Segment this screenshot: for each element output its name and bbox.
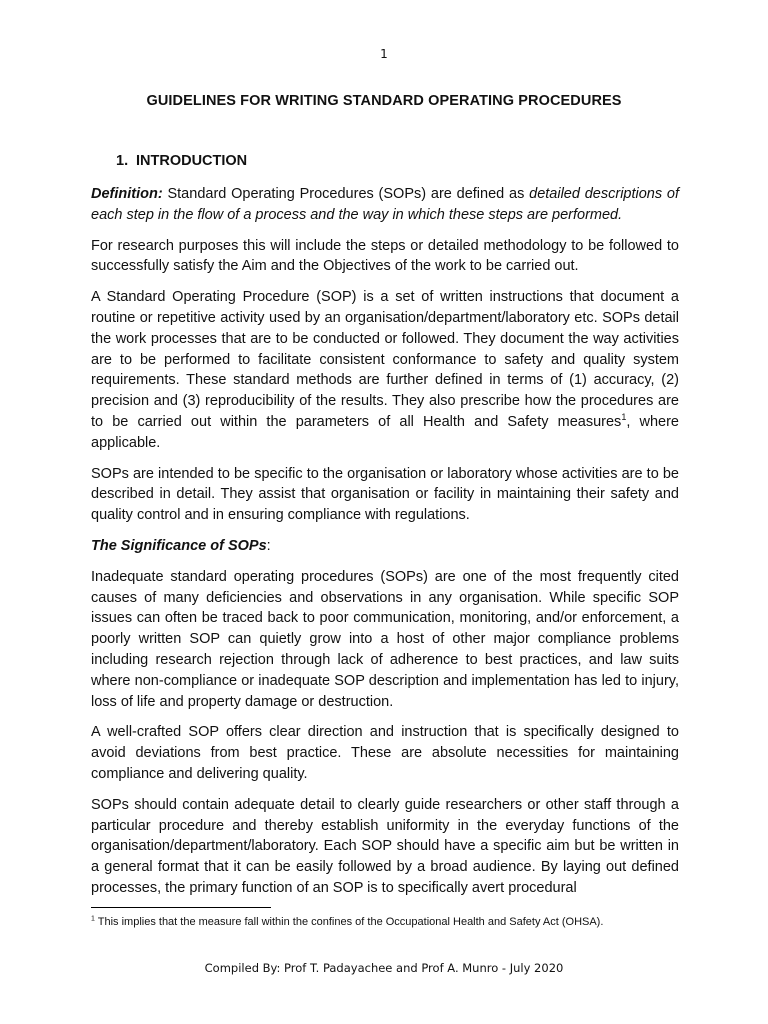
footnote: [91, 915, 691, 929]
page-number: 1: [380, 47, 388, 61]
adequate-detail-paragraph: SOPs should contain adequate detail to clearly guide researchers or other staff through a particular procedure and thereby establish uniformity in the everyday functions of the organisation/department/laboratory. Each SOP should have a specific aim but be written in a general format that it can be easily followed by a broad audience. By laying out defined processes, the primary function of an SOP is to specifically avert procedural: [91, 796, 679, 896]
research-paragraph: For research purposes this will include the steps or detailed methodology to be followed to successfully satisfy the Aim and the Objectives of the work to be carried out.: [91, 237, 679, 275]
significance-heading-colon: :: [266, 537, 271, 554]
significance-heading-text: The Significance of SOPs: [91, 537, 267, 554]
page-footer: Compiled By: Prof T. Padayachee and Prof A. Munro - July 2020: [204, 961, 564, 975]
footnote-divider: [91, 907, 271, 908]
inadequate-paragraph: Inadequate standard operating procedures (SOPs) are one of the most frequently cited causes of many deficiencies and observations in any organisation. While specific SOP issues can often be traced back to poor communication, monitoring, and/or enforcement, a poorly written SOP can quietly grow into a host of other major compliance problems including research rejection through lack of adherence to best practices, and law suits where non-compliance or inadequate SOP description and implementation has led to injury, loss of life and property damage or destruction.: [91, 568, 679, 710]
footnote-marker: 1: [91, 915, 95, 923]
sop-definition-end: , where applicable.: [91, 413, 679, 451]
significance-heading: [91, 536, 679, 557]
footnote-reference[interactable]: 1: [621, 412, 627, 423]
section-title: INTRODUCTION: [136, 153, 248, 169]
definition-emphasis: detailed descriptions of each step in the flow of a process and the way in which these steps are performed.: [91, 186, 679, 223]
well-crafted-paragraph: A well-crafted SOP offers clear direction and instruction that is specifically designed to avoid deviations from best practice. These are absolute necessities for maintaining compliance and delivering quality.: [91, 724, 679, 782]
definition-label: Definition:: [91, 186, 163, 202]
document-title: GUIDELINES FOR WRITING STANDARD OPERATING PROCEDURES: [146, 93, 622, 109]
section-number: 1.: [116, 153, 129, 169]
definition-paragraph: [91, 184, 679, 226]
sop-definition-paragraph: [91, 287, 679, 453]
section-heading: [116, 153, 247, 169]
specific-paragraph: SOPs are intended to be specific to the organisation or laboratory whose activities are to be described in detail. They assist that organisation or facility in maintaining their safety and quality control and in ensuring compliance with regulations.: [91, 465, 679, 524]
document-body: [91, 184, 679, 899]
sop-definition-text: A Standard Operating Procedure (SOP) is a set of written instructions that document a routine or repetitive activity used by an organisation/department/laboratory etc. SOPs detail the work processes that are to be conducted or followed. They document the way activities are to be performed to facilitate consistent conformance to safety and quality system requirements. These standard methods are further defined in terms of (1) accuracy, (2) precision and (3) reproducibility of the results. They also prescribe how the procedures are to be carried out within the parameters of all Health and Safety measures: [91, 289, 679, 430]
footnote-text: This implies that the measure fall within the confines of the Occupational Health and Safety Act (OHSA).: [94, 916, 604, 928]
definition-text: Standard Operating Procedures (SOPs) are defined as: [162, 186, 530, 202]
